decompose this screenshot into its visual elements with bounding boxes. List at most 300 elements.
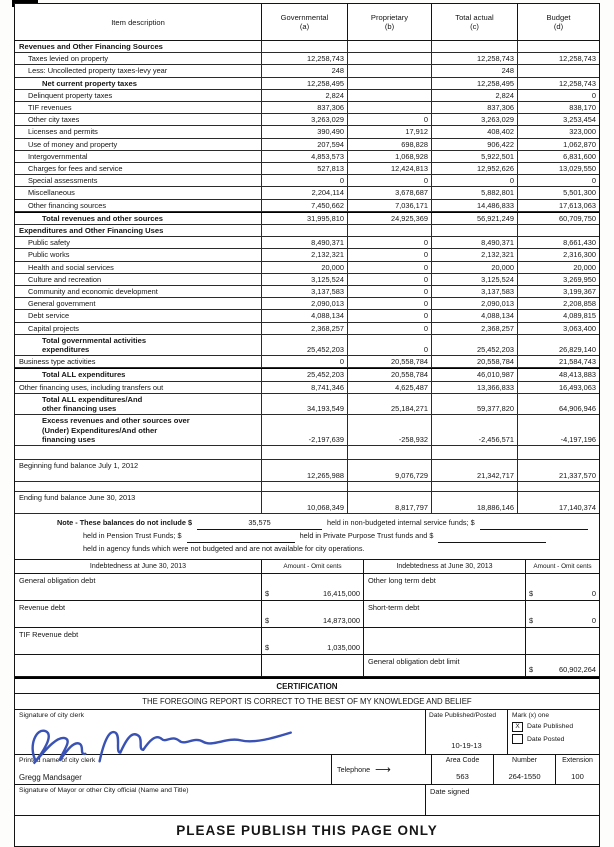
cell-governmental xyxy=(261,225,347,236)
cell-proprietary: 7,036,171 xyxy=(347,200,431,211)
cell-budget: 64,906,946 xyxy=(517,394,599,414)
row-label xyxy=(15,310,261,321)
cell-total-actual: 3,263,029 xyxy=(431,114,517,125)
row-label xyxy=(15,65,261,76)
cell-proprietary: -258,932 xyxy=(347,415,431,445)
certification-statement: THE FOREGOING REPORT IS CORRECT TO THE BEST OF MY KNOWLEDGE AND BELIEF xyxy=(15,694,599,710)
cell-governmental: 20,000 xyxy=(261,262,347,273)
cell-budget: 1,062,870 xyxy=(517,139,599,150)
note-lead: Note - These balances do not include $ xyxy=(57,517,193,527)
cell-proprietary: 0 xyxy=(347,274,431,285)
debt-right-label: General obligation debt limit xyxy=(363,655,525,676)
cell-proprietary: 3,678,687 xyxy=(347,187,431,198)
indebtedness-row xyxy=(15,601,599,628)
table-row xyxy=(15,90,599,102)
phone-number-label: Number xyxy=(512,757,537,765)
cell-total-actual: 5,922,501 xyxy=(431,151,517,162)
cell-total-actual: 3,125,524 xyxy=(431,274,517,285)
governmental-sub: (a) xyxy=(299,22,310,31)
row-label xyxy=(15,237,261,248)
note-blank-1 xyxy=(480,520,588,530)
table-row xyxy=(15,482,599,492)
debt-left-amount-value: 1,035,000 xyxy=(327,643,360,653)
row-label xyxy=(15,382,261,393)
date-signed-cell: Date signed xyxy=(425,785,599,815)
row-label-line: Community and economic development xyxy=(28,287,158,297)
cell-governmental: 31,995,810 xyxy=(261,213,347,224)
debt-left-amount xyxy=(261,601,363,627)
row-label xyxy=(15,53,261,64)
checkbox-date-posted-icon xyxy=(512,734,523,744)
cell-proprietary: 0 xyxy=(347,175,431,186)
cell-total-actual: 906,422 xyxy=(431,139,517,150)
cell-budget: 323,000 xyxy=(517,126,599,137)
cell-budget xyxy=(517,225,599,236)
indebtedness-row xyxy=(15,655,599,677)
debt-right-amount-value: 0 xyxy=(591,589,596,599)
note-line-1 xyxy=(57,517,593,531)
note-seg-2: held in Private Purpose Trust funds and $ xyxy=(299,531,434,541)
cell-total-actual: 837,306 xyxy=(431,102,517,113)
row-label-line: Taxes levied on property xyxy=(28,54,109,64)
cell-budget: 3,269,950 xyxy=(517,274,599,285)
dollar-sign: $ xyxy=(265,589,270,599)
cell-governmental: 3,125,524 xyxy=(261,274,347,285)
cell-budget: 0 xyxy=(517,90,599,101)
cell-budget xyxy=(517,446,599,459)
cell-proprietary xyxy=(347,90,431,101)
cell-total-actual: 2,132,321 xyxy=(431,249,517,260)
cell-proprietary: 1,068,928 xyxy=(347,151,431,162)
option-date-published xyxy=(512,722,595,732)
row-label-line: (Under) Expenditures/And other xyxy=(42,425,158,435)
cell-budget: 17,613,063 xyxy=(517,200,599,211)
cell-total-actual: 2,368,257 xyxy=(431,323,517,334)
telephone-label: Telephone xyxy=(337,765,371,775)
row-label xyxy=(15,225,261,236)
row-label-line: Net current property taxes xyxy=(42,78,137,88)
row-label-line: Licenses and permits xyxy=(28,127,98,137)
mark-one-cell xyxy=(507,710,599,754)
cell-total-actual: 59,377,820 xyxy=(431,394,517,414)
table-row xyxy=(15,492,599,514)
table-row xyxy=(15,53,599,65)
row-label xyxy=(15,492,261,513)
table-row xyxy=(15,237,599,249)
row-label-line: Other financing sources xyxy=(28,200,107,210)
row-label-line: General government xyxy=(28,299,96,309)
column-header-governmental xyxy=(261,4,347,40)
row-label-line: Expenditures and Other Financing Uses xyxy=(19,226,164,236)
cell-budget: 13,029,550 xyxy=(517,163,599,174)
cell-governmental: 8,490,371 xyxy=(261,237,347,248)
cell-budget: 4,089,815 xyxy=(517,310,599,321)
cell-governmental xyxy=(261,41,347,52)
cell-total-actual: 20,558,784 xyxy=(431,356,517,367)
cell-total-actual: 12,258,743 xyxy=(431,53,517,64)
cell-proprietary: 0 xyxy=(347,262,431,273)
row-label-line: Other financing uses, including transfers out xyxy=(19,382,164,392)
cell-total-actual xyxy=(431,41,517,52)
date-published-cell xyxy=(425,710,507,754)
dollar-sign: $ xyxy=(529,616,534,626)
row-label-line: Public works xyxy=(28,250,70,260)
cell-total-actual: 12,258,495 xyxy=(431,78,517,89)
table-row xyxy=(15,139,599,151)
cell-total-actual: 20,000 xyxy=(431,262,517,273)
debt-right-amount xyxy=(525,574,599,600)
row-label xyxy=(15,187,261,198)
total-actual-sub: (c) xyxy=(470,22,479,31)
governmental-label: Governmental xyxy=(280,13,329,22)
area-code-cell xyxy=(431,755,493,784)
row-label xyxy=(15,200,261,211)
cell-budget: 8,661,430 xyxy=(517,237,599,248)
row-label-line: Debt service xyxy=(28,311,70,321)
row-label xyxy=(15,298,261,309)
row-label-line: expenditures xyxy=(42,345,90,355)
cell-total-actual: 21,342,717 xyxy=(431,460,517,481)
row-label-line: Revenues and Other Financing Sources xyxy=(19,42,163,51)
cell-proprietary xyxy=(347,78,431,89)
table-row xyxy=(15,368,599,381)
phone-number-value: 264-1550 xyxy=(508,772,541,782)
cell-budget: 6,831,600 xyxy=(517,151,599,162)
cell-proprietary: 698,828 xyxy=(347,139,431,150)
debt-left-label: TIF Revenue debt xyxy=(19,630,79,640)
cell-budget: 838,170 xyxy=(517,102,599,113)
cell-budget xyxy=(517,482,599,491)
proprietary-sub: (b) xyxy=(384,22,395,31)
budget-sub: (d) xyxy=(553,22,564,31)
table-row xyxy=(15,460,599,482)
proprietary-label: Proprietary xyxy=(370,13,409,22)
row-label xyxy=(15,460,261,481)
row-label-line: Business type activities xyxy=(19,357,96,367)
cell-budget: 2,208,858 xyxy=(517,298,599,309)
extension-value: 100 xyxy=(571,772,584,782)
cell-budget: 48,413,883 xyxy=(517,369,599,380)
table-row xyxy=(15,415,599,446)
indebtedness-rows xyxy=(15,574,599,677)
cell-governmental: -2,197,639 xyxy=(261,415,347,445)
row-label-line: TIF revenues xyxy=(28,103,72,113)
cell-budget: 16,493,063 xyxy=(517,382,599,393)
row-label xyxy=(15,446,261,459)
debt-right-label: Short-term debt xyxy=(363,601,525,627)
dollar-sign: $ xyxy=(265,643,270,653)
row-label-line: Beginning fund balance July 1, 2012 xyxy=(19,460,139,470)
row-label xyxy=(15,102,261,113)
indebtedness-row xyxy=(15,574,599,601)
cell-budget: 60,709,750 xyxy=(517,213,599,224)
cell-governmental: 390,490 xyxy=(261,126,347,137)
cell-proprietary: 9,076,729 xyxy=(347,460,431,481)
note-blank-3 xyxy=(438,533,546,543)
cell-budget: -4,197,196 xyxy=(517,415,599,445)
cell-governmental: 25,452,203 xyxy=(261,335,347,355)
cell-proprietary xyxy=(347,225,431,236)
column-header-proprietary xyxy=(347,4,431,40)
balances-note xyxy=(15,514,599,561)
row-label xyxy=(15,274,261,285)
debt-left-label: General obligation debt xyxy=(19,576,96,586)
cell-proprietary: 24,925,369 xyxy=(347,213,431,224)
row-label-line: Delinquent property taxes xyxy=(28,90,113,100)
debt-right-amount xyxy=(525,601,599,627)
column-header-total-actual xyxy=(431,4,517,40)
row-label xyxy=(15,175,261,186)
table-row xyxy=(15,78,599,90)
cell-proprietary: 0 xyxy=(347,323,431,334)
cell-total-actual: 25,452,203 xyxy=(431,335,517,355)
indebtedness-right-header: Indebtedness at June 30, 2013 xyxy=(363,560,525,573)
table-row xyxy=(15,335,599,356)
financial-report-form xyxy=(14,3,600,847)
debt-left-amount xyxy=(261,655,363,676)
row-label xyxy=(15,356,261,367)
table-row xyxy=(15,310,599,322)
row-label-line: financing uses xyxy=(42,434,96,444)
cell-proprietary: 17,912 xyxy=(347,126,431,137)
certification-title: CERTIFICATION xyxy=(15,677,599,694)
cell-proprietary: 20,558,784 xyxy=(347,356,431,367)
row-label-line: Less: Uncollected property taxes-levy year xyxy=(28,66,168,76)
cell-governmental xyxy=(261,446,347,459)
table-row xyxy=(15,298,599,310)
row-label xyxy=(15,78,261,89)
cell-proprietary xyxy=(347,65,431,76)
cell-total-actual: 5,882,801 xyxy=(431,187,517,198)
cell-governmental: 3,263,029 xyxy=(261,114,347,125)
amount-right-header: Amount - Omit cents xyxy=(525,560,599,573)
cell-proprietary: 12,424,813 xyxy=(347,163,431,174)
cell-budget: 26,829,140 xyxy=(517,335,599,355)
cell-total-actual: 2,090,013 xyxy=(431,298,517,309)
table-row xyxy=(15,163,599,175)
mayor-signature-label: Signature of Mayor or other City official (Name and Title) xyxy=(19,787,189,795)
row-label xyxy=(15,369,261,380)
cell-budget xyxy=(517,65,599,76)
certification-mayor-row xyxy=(15,785,599,816)
debt-right-label: Other long term debt xyxy=(363,574,525,600)
checkbox-date-published-icon: X xyxy=(512,722,523,732)
table-row xyxy=(15,446,599,460)
cell-budget: 21,584,743 xyxy=(517,356,599,367)
row-label xyxy=(15,394,261,414)
cell-governmental: 3,137,583 xyxy=(261,286,347,297)
table-header-row xyxy=(15,4,599,41)
cell-total-actual: 8,490,371 xyxy=(431,237,517,248)
cell-proprietary: 4,625,487 xyxy=(347,382,431,393)
cell-proprietary xyxy=(347,53,431,64)
option-date-posted-label: Date Posted xyxy=(527,735,565,743)
table-row xyxy=(15,356,599,368)
cell-total-actual: 46,010,987 xyxy=(431,369,517,380)
table-row xyxy=(15,262,599,274)
debt-right-amount xyxy=(525,655,599,676)
publish-footer: PLEASE PUBLISH THIS PAGE ONLY xyxy=(176,823,438,839)
cell-budget: 3,063,400 xyxy=(517,323,599,334)
row-label-line: Total revenues and other sources xyxy=(42,213,163,223)
row-label-line: Miscellaneous xyxy=(28,188,75,198)
item-description-label: Item description xyxy=(111,17,165,27)
row-label-line: Charges for fees and service xyxy=(28,164,123,174)
clerk-signature-cell xyxy=(15,710,425,754)
table-row xyxy=(15,286,599,298)
row-label-line: Total governmental activities xyxy=(42,335,147,345)
cell-total-actual: 4,088,134 xyxy=(431,310,517,321)
cell-proprietary xyxy=(347,482,431,491)
row-label-line: Other city taxes xyxy=(28,115,80,125)
cell-governmental: 207,594 xyxy=(261,139,347,150)
column-header-item-description xyxy=(15,4,261,40)
cell-proprietary: 20,558,784 xyxy=(347,369,431,380)
note-pension-label: held in Pension Trust Funds; $ xyxy=(83,531,182,541)
indebtedness-row xyxy=(15,628,599,655)
dollar-sign: $ xyxy=(529,665,534,675)
cell-budget: 2,316,300 xyxy=(517,249,599,260)
cell-budget: 3,253,454 xyxy=(517,114,599,125)
row-label xyxy=(15,249,261,260)
row-label xyxy=(15,286,261,297)
row-label-line: other financing uses xyxy=(42,404,117,414)
note-agency-funds-text: held in agency funds which were not budgeted and are not available for city operations. xyxy=(83,543,365,553)
table-row xyxy=(15,102,599,114)
row-label xyxy=(15,114,261,125)
debt-left-amount-value: 16,415,000 xyxy=(323,589,360,599)
cell-budget: 20,000 xyxy=(517,262,599,273)
cell-proprietary: 0 xyxy=(347,310,431,321)
extension-cell xyxy=(555,755,599,784)
cell-governmental: 2,368,257 xyxy=(261,323,347,334)
cell-total-actual: -2,456,571 xyxy=(431,415,517,445)
row-label-line: Total ALL expenditures xyxy=(42,370,126,380)
table-row xyxy=(15,323,599,335)
table-row xyxy=(15,394,599,415)
cell-governmental: 0 xyxy=(261,175,347,186)
cell-budget: 5,501,300 xyxy=(517,187,599,198)
cell-proprietary xyxy=(347,102,431,113)
row-label-line: Intergovernmental xyxy=(28,151,88,161)
row-label xyxy=(15,139,261,150)
cell-governmental: 12,265,988 xyxy=(261,460,347,481)
cell-budget: 3,199,367 xyxy=(517,286,599,297)
row-label xyxy=(15,415,261,445)
section-row xyxy=(15,41,599,53)
column-header-budget xyxy=(517,4,599,40)
area-code-label: Area Code xyxy=(445,757,480,765)
row-label-line: Excess revenues and other sources over xyxy=(42,416,190,426)
cell-governmental: 837,306 xyxy=(261,102,347,113)
table-row xyxy=(15,65,599,77)
cell-total-actual: 56,921,249 xyxy=(431,213,517,224)
debt-left-amount xyxy=(261,628,363,654)
cell-governmental: 34,193,549 xyxy=(261,394,347,414)
date-published-label: Date Published/Posted xyxy=(429,712,497,720)
cell-proprietary: 0 xyxy=(347,298,431,309)
debt-right-amount-value: 0 xyxy=(591,616,596,626)
note-line-3 xyxy=(57,543,593,556)
debt-left-amount-value: 14,873,000 xyxy=(323,616,360,626)
cell-governmental: 10,068,349 xyxy=(261,492,347,513)
cell-governmental: 2,132,321 xyxy=(261,249,347,260)
financial-rows xyxy=(15,41,599,514)
table-row xyxy=(15,114,599,126)
cell-governmental: 4,853,573 xyxy=(261,151,347,162)
cell-governmental: 248 xyxy=(261,65,347,76)
row-label xyxy=(15,482,261,491)
cell-total-actual: 18,886,146 xyxy=(431,492,517,513)
note-seg-1: held in non-budgeted internal service funds; $ xyxy=(327,517,475,527)
telephone-arrow-icon: ⟶ xyxy=(375,763,391,776)
cell-governmental: 2,204,114 xyxy=(261,187,347,198)
mark-one-label: Mark (x) one xyxy=(512,712,550,720)
cell-governmental: 2,824 xyxy=(261,90,347,101)
row-label-line: Public safety xyxy=(28,238,70,248)
certification-signature-row xyxy=(15,710,599,755)
indebtedness-left-header: Indebtedness at June 30, 2013 xyxy=(89,563,187,571)
cell-total-actual xyxy=(431,482,517,491)
row-label-line: Capital projects xyxy=(28,323,79,333)
cell-governmental: 25,452,203 xyxy=(261,369,347,380)
row-label xyxy=(15,126,261,137)
cell-total-actual xyxy=(431,446,517,459)
cell-governmental xyxy=(261,482,347,491)
cell-total-actual: 12,952,626 xyxy=(431,163,517,174)
table-row xyxy=(15,187,599,199)
row-label xyxy=(15,90,261,101)
cell-proprietary xyxy=(347,41,431,52)
cell-governmental: 12,258,495 xyxy=(261,78,347,89)
dollar-sign: $ xyxy=(265,616,270,626)
cell-governmental: 0 xyxy=(261,356,347,367)
row-label xyxy=(15,213,261,224)
row-label xyxy=(15,262,261,273)
cell-proprietary: 25,184,271 xyxy=(347,394,431,414)
cell-total-actual: 14,486,833 xyxy=(431,200,517,211)
cell-total-actual: 13,366,833 xyxy=(431,382,517,393)
cell-proprietary: 0 xyxy=(347,237,431,248)
row-label-line: Health and social services xyxy=(28,262,114,272)
cell-budget xyxy=(517,41,599,52)
row-label xyxy=(15,151,261,162)
cell-budget: 12,258,743 xyxy=(517,78,599,89)
cell-governmental: 12,258,743 xyxy=(261,53,347,64)
note-amount-internal-service: 35,575 xyxy=(197,517,322,531)
table-row xyxy=(15,212,599,225)
date-published-value: 10-19-13 xyxy=(451,741,482,751)
cell-proprietary: 0 xyxy=(347,114,431,125)
dollar-sign: $ xyxy=(529,589,534,599)
debt-right-label xyxy=(363,628,525,654)
table-row xyxy=(15,151,599,163)
cell-governmental: 4,088,134 xyxy=(261,310,347,321)
note-line-2 xyxy=(57,530,593,543)
table-row xyxy=(15,200,599,212)
cell-total-actual: 3,137,583 xyxy=(431,286,517,297)
cell-budget: 17,140,374 xyxy=(517,492,599,513)
budget-label: Budget xyxy=(546,13,571,22)
debt-left-amount xyxy=(261,574,363,600)
debt-right-amount-value: 60,902,264 xyxy=(559,665,596,675)
indebtedness-header-row xyxy=(15,560,599,574)
cell-governmental: 2,090,013 xyxy=(261,298,347,309)
row-label xyxy=(15,335,261,355)
phone-number-cell xyxy=(493,755,555,784)
debt-left-label xyxy=(15,655,261,676)
option-date-published-label: Date Published xyxy=(527,723,574,731)
